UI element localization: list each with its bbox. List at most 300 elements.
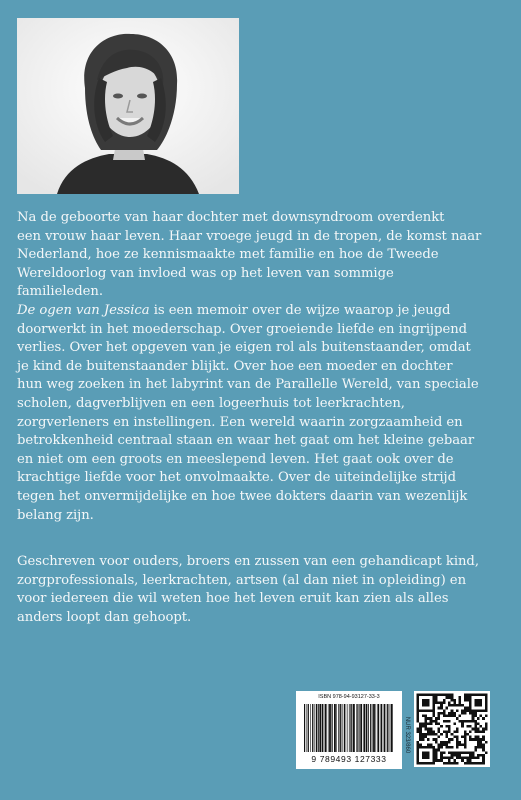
barcode-bar (322, 704, 323, 752)
qr-module (461, 743, 464, 746)
qr-module (438, 749, 441, 752)
qr-module (453, 759, 456, 762)
qr-module (427, 728, 430, 731)
qr-module (459, 704, 462, 707)
text-line: en niet om een groots en meeslepend leven. Het gaat ook over de (17, 451, 454, 467)
barcode-bar (384, 704, 386, 752)
qr-module (451, 712, 454, 715)
qr-module (422, 715, 425, 718)
qr-module (443, 743, 446, 746)
qr-module (469, 736, 472, 739)
qr-module (456, 757, 459, 760)
qr-module (474, 722, 477, 725)
isbn-digits: 9 789493 127333 (311, 754, 387, 764)
barcode-bar (349, 704, 350, 752)
qr-module (424, 728, 427, 731)
qr-module (464, 733, 467, 736)
barcode-bar (346, 704, 347, 752)
qr-module (466, 759, 469, 762)
qr-module (477, 728, 480, 731)
qr-module (459, 757, 462, 760)
qr-module (424, 733, 427, 736)
qr-module (485, 722, 488, 725)
author-portrait-illustration (17, 18, 239, 194)
qr-module (424, 717, 427, 720)
qr-module (435, 699, 438, 702)
barcode-bar (359, 704, 360, 752)
qr-module (472, 720, 475, 723)
barcode-bar (340, 704, 341, 752)
qr-module (419, 730, 422, 733)
qr-module (430, 730, 433, 733)
qr-module (456, 762, 459, 765)
qr-module (482, 728, 485, 731)
qr-module (456, 728, 459, 731)
qr-module (464, 738, 467, 741)
qr-module (451, 754, 454, 757)
qr-module (438, 746, 441, 749)
qr-module (430, 733, 433, 736)
qr-module (422, 736, 425, 739)
qr-module (477, 717, 480, 720)
qr-module (445, 696, 448, 699)
qr-module (459, 696, 462, 699)
qr-module (485, 715, 488, 718)
qr-module (438, 715, 441, 718)
barcode-bar (363, 704, 365, 752)
text-line: Wereldoorlog van invloed was op het leven van sommige (17, 265, 394, 281)
qr-module (440, 725, 443, 728)
qr-module (451, 733, 454, 736)
qr-module (451, 762, 454, 765)
qr-module (451, 694, 454, 697)
qr-module (480, 746, 483, 749)
qr-module (461, 709, 464, 712)
qr-module (456, 736, 459, 739)
qr-module (464, 743, 467, 746)
qr-module (477, 762, 480, 765)
qr-module (469, 712, 472, 715)
qr-module (417, 715, 420, 718)
qr-module (474, 712, 477, 715)
qr-module (464, 741, 467, 744)
qr-module (469, 754, 472, 757)
qr-module (451, 746, 454, 749)
qr-module (482, 738, 485, 741)
qr-module (448, 730, 451, 733)
barcode-bar (390, 704, 391, 752)
barcode-bar (351, 704, 352, 752)
qr-module (480, 738, 483, 741)
qr-module (459, 741, 462, 744)
qr-module (480, 762, 483, 765)
qr-module (435, 759, 438, 762)
qr-module (424, 725, 427, 728)
qr-module (459, 751, 462, 754)
barcode-bar (310, 704, 311, 752)
qr-module (440, 757, 443, 760)
qr-module (477, 743, 480, 746)
qr-module (464, 736, 467, 739)
qr-module (417, 730, 420, 733)
qr-module (435, 720, 438, 723)
qr-module (474, 720, 477, 723)
qr-module (435, 749, 438, 752)
qr-module (435, 738, 438, 741)
qr-module (459, 743, 462, 746)
qr-module (482, 754, 485, 757)
qr-module (474, 730, 477, 733)
qr-module (440, 741, 443, 744)
qr-module (432, 733, 435, 736)
qr-module (456, 751, 459, 754)
qr-module (445, 715, 448, 718)
qr-module (464, 694, 467, 697)
qr-module (464, 720, 467, 723)
qr-module (469, 730, 472, 733)
qr-module (445, 736, 448, 739)
qr-module (456, 743, 459, 746)
qr-module (482, 717, 485, 720)
qr-module (440, 704, 443, 707)
text-line: hun weg zoeken in het labyrint van de Parallelle Wereld, van speciale (17, 377, 479, 393)
qr-module (461, 725, 464, 728)
qr-module (448, 725, 451, 728)
qr-module (443, 762, 446, 765)
qr-module (443, 730, 446, 733)
qr-module (453, 754, 456, 757)
qr-module (435, 722, 438, 725)
qr-module (435, 701, 438, 704)
qr-module (427, 733, 430, 736)
qr-module (419, 728, 422, 731)
qr-module (422, 738, 425, 741)
qr-module (453, 730, 456, 733)
barcode-bar (307, 704, 308, 752)
barcode-bar (370, 704, 371, 752)
barcode-bar (356, 704, 357, 752)
qr-module (459, 754, 462, 757)
qr-module (453, 712, 456, 715)
qr-module (469, 751, 472, 754)
qr-module (448, 694, 451, 697)
qr-module (472, 754, 475, 757)
qr-module (466, 694, 469, 697)
qr-module (445, 741, 448, 744)
qr-module (448, 751, 451, 754)
qr-module (464, 699, 467, 702)
qr-module (440, 759, 443, 762)
qr-module (477, 736, 480, 739)
qr-module (461, 720, 464, 723)
paragraph-audience (17, 553, 497, 627)
barcode-bar (368, 704, 369, 752)
qr-module (469, 720, 472, 723)
qr-module (451, 704, 454, 707)
qr-module (477, 757, 480, 760)
qr-module (443, 715, 446, 718)
qr-finder (422, 751, 430, 759)
qr-module (474, 725, 477, 728)
qr-module (435, 741, 438, 744)
qr-module (480, 743, 483, 746)
barcode-bar (304, 704, 305, 752)
qr-module (443, 757, 446, 760)
barcode-bar (316, 704, 317, 752)
barcode-bar (336, 704, 337, 752)
qr-module (464, 730, 467, 733)
qr-module (432, 730, 435, 733)
qr-module (482, 749, 485, 752)
qr-finder (422, 699, 430, 707)
qr-module (445, 733, 448, 736)
qr-module (440, 694, 443, 697)
qr-module (469, 762, 472, 765)
qr-module (445, 743, 448, 746)
qr-module (482, 736, 485, 739)
qr-module (456, 746, 459, 749)
qr-module (469, 757, 472, 760)
barcode-bar (325, 704, 327, 752)
qr-module (435, 717, 438, 720)
qr-module (432, 712, 435, 715)
qr-module (419, 725, 422, 728)
text-line: Geschreven voor ouders, broers en zussen van een gehandicapt kind, (17, 554, 479, 569)
qr-module (448, 741, 451, 744)
qr-module (466, 757, 469, 760)
qr-module (472, 728, 475, 731)
qr-module (419, 733, 422, 736)
qr-module (443, 751, 446, 754)
text-line: een vrouw haar leven. Haar vroege jeugd in de tropen, de komst naar (17, 228, 482, 244)
qr-module (438, 736, 441, 739)
barcode-bar (312, 704, 313, 752)
qr-module (451, 699, 454, 702)
barcode-bar (357, 704, 358, 752)
qr-module (472, 757, 475, 760)
barcode-bar (324, 704, 325, 752)
qr-module (417, 728, 420, 731)
qr-module (445, 694, 448, 697)
qr-module (440, 746, 443, 749)
qr-module (427, 738, 430, 741)
barcode-bar (372, 704, 373, 752)
qr-module (464, 762, 467, 765)
qr-module (448, 738, 451, 741)
qr-module (443, 709, 446, 712)
qr-module (469, 759, 472, 762)
qr-module (466, 696, 469, 699)
text-line: anders loopt dan gehoopt. (17, 609, 192, 625)
qr-module (417, 717, 420, 720)
text-line: zorgprofessionals, leerkrachten, artsen (al dan niet in opleiding) en (17, 572, 467, 588)
qr-module (482, 759, 485, 762)
text-line: betrokkenheid centraal staan en waar het gaat om het kleine gebaar (17, 433, 475, 449)
qr-module (435, 696, 438, 699)
qr-module (417, 741, 420, 744)
barcode-bar (338, 704, 339, 752)
qr-module (438, 717, 441, 720)
barcode-bar (334, 704, 336, 752)
qr-module (459, 699, 462, 702)
text-line: krachtige liefde voor het onvolmaakte. Over de uiteindelijke strijd (17, 470, 456, 486)
qr-module (480, 725, 483, 728)
qr-module (440, 754, 443, 757)
barcode-bar (353, 704, 355, 752)
qr-module (456, 709, 459, 712)
qr-module (438, 712, 441, 715)
barcode-bar (319, 704, 321, 752)
qr-module (419, 743, 422, 746)
qr-module (448, 704, 451, 707)
isbn-barcode (296, 691, 402, 769)
qr-module (448, 715, 451, 718)
qr-module (466, 762, 469, 765)
qr-module (451, 738, 454, 741)
qr-module (474, 749, 477, 752)
qr-module (417, 720, 420, 723)
qr-module (443, 720, 446, 723)
qr-module (443, 712, 446, 715)
barcode-bar (377, 704, 379, 752)
qr-module (448, 759, 451, 762)
qr-module (472, 762, 475, 765)
qr-module (440, 707, 443, 710)
qr-module (456, 704, 459, 707)
text-line: voor iedereen die wil weten hoe het leven eruit kan zien als alles (17, 591, 449, 607)
qr-module (477, 754, 480, 757)
qr-module (448, 712, 451, 715)
qr-module (424, 720, 427, 723)
qr-module (438, 728, 441, 731)
qr-module (461, 757, 464, 760)
qr-module (438, 701, 441, 704)
qr-module (453, 736, 456, 739)
barcode-bar (314, 704, 315, 752)
barcode-bar (348, 704, 349, 752)
qr-module (435, 751, 438, 754)
barcode-bar (373, 704, 375, 752)
qr-module (464, 707, 467, 710)
qr-module (430, 720, 433, 723)
text-line-rest: is een memoir over de wijze waarop je jeugd (149, 303, 451, 318)
qr-module (451, 709, 454, 712)
qr-module (448, 728, 451, 731)
qr-module (480, 730, 483, 733)
qr-module (448, 696, 451, 699)
qr-module (443, 701, 446, 704)
text-line (17, 302, 497, 321)
qr-module (461, 704, 464, 707)
qr-module (464, 696, 467, 699)
barcode-bars (304, 704, 394, 752)
barcode-bar (342, 704, 343, 752)
qr-module (461, 759, 464, 762)
qr-module (445, 720, 448, 723)
qr-module (432, 738, 435, 741)
qr-module (461, 712, 464, 715)
nur-code (401, 700, 413, 770)
qr-module (430, 717, 433, 720)
qr-module (440, 743, 443, 746)
qr-module (482, 743, 485, 746)
qr-module (477, 738, 480, 741)
qr-module (485, 751, 488, 754)
text-line: tegen het onvermijdelijke en hoe twee dokters daarin van wezenlijk (17, 488, 468, 504)
qr-module (477, 746, 480, 749)
qr-module (466, 707, 469, 710)
qr-module (474, 746, 477, 749)
qr-module (424, 736, 427, 739)
qr-module (419, 738, 422, 741)
qr-module (443, 741, 446, 744)
qr-module (419, 722, 422, 725)
barcode-bar (381, 704, 383, 752)
qr-module (472, 738, 475, 741)
qr-module (440, 712, 443, 715)
qr-module (430, 722, 433, 725)
qr-module (453, 722, 456, 725)
qr-module (445, 746, 448, 749)
nur-label: NUR 323/860 (404, 716, 411, 754)
qr-module (469, 738, 472, 741)
qr-module (443, 699, 446, 702)
qr-module (456, 717, 459, 720)
qr-module (427, 730, 430, 733)
qr-module (438, 694, 441, 697)
qr-module (427, 743, 430, 746)
qr-module (461, 751, 464, 754)
qr-module (427, 722, 430, 725)
qr-module (474, 736, 477, 739)
qr-module (466, 725, 469, 728)
qr-module (445, 762, 448, 765)
qr-module (464, 709, 467, 712)
qr-module (453, 715, 456, 718)
text-line: je kind de buitenstaander blijkt. Over hoe een moeder en dochter (17, 358, 453, 374)
barcode-bar (387, 704, 388, 752)
text-line: Nederland, hoe ze kennismaakte met familie en hoe de Tweede (17, 247, 439, 263)
qr-module (445, 707, 448, 710)
qr-module (445, 725, 448, 728)
barcode-bar (389, 704, 390, 752)
barcode-bar (332, 704, 333, 752)
qr-module (474, 738, 477, 741)
qr-module (469, 725, 472, 728)
qr-module (474, 728, 477, 731)
barcode-bar (318, 704, 319, 752)
qr-module (448, 762, 451, 765)
qr-module (424, 715, 427, 718)
qr-module (448, 757, 451, 760)
qr-module (464, 757, 467, 760)
qr-module (445, 730, 448, 733)
qr-module (438, 707, 441, 710)
qr-module (453, 701, 456, 704)
qr-module (432, 720, 435, 723)
qr-module (453, 699, 456, 702)
qr-module (448, 720, 451, 723)
qr-module (451, 696, 454, 699)
qr-module (453, 762, 456, 765)
qr-module (482, 746, 485, 749)
qr-module (474, 762, 477, 765)
qr-module (459, 715, 462, 718)
qr-module (480, 741, 483, 744)
qr-module (485, 728, 488, 731)
author-photo (17, 18, 239, 194)
paragraph-intro (17, 209, 497, 302)
